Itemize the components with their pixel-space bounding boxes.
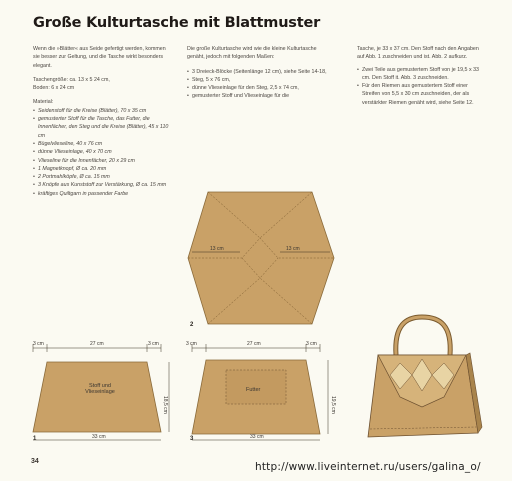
figure-number: 1 — [33, 436, 37, 442]
dim-label: 3 cm — [186, 341, 197, 347]
hexagon-pattern-figure — [186, 190, 336, 340]
list-item: • 3 Knöpfe aus Kunststoff zur Verstärkung, Ø ca. 15 mm — [33, 181, 171, 189]
trapezoid-figure-3 — [190, 340, 350, 450]
list-item: • Seidenstoff für die Kreise (Blätter), 70 x 35 cm — [33, 107, 171, 115]
dim-label: 18,5 cm — [162, 396, 168, 414]
dimension-list — [187, 68, 327, 101]
list-item: • 3 Dreieck-Blöcke (Seitenlänge 12 cm), siehe Seite 14-18, — [187, 68, 327, 76]
label-line: Vlieseinlage — [85, 389, 115, 395]
column-3 — [357, 45, 487, 107]
dim-label: 3 cm — [306, 341, 317, 347]
list-item: • 2 Portmahlköpfe, Ø ca. 15 mm — [33, 173, 171, 181]
intro-text: Tasche, je 33 x 37 cm. Den Stoff nach den Angaben auf Abb. 1 zuschneiden und ist. Abb. 2 aufkurz. — [357, 46, 479, 61]
bag-illustration — [360, 315, 485, 450]
figure-number: 2 — [190, 322, 194, 328]
size-line: Taschengröße: ca. 13 x 5 24 cm, — [33, 76, 110, 83]
material-list — [33, 107, 171, 198]
figure-number: 3 — [190, 436, 194, 442]
column-2 — [187, 45, 327, 101]
list-item: • kräftiges Quiltgarn in passender Farbe — [33, 190, 171, 198]
dim-label: 33 cm — [250, 434, 264, 440]
trapezoid-figure-1 — [33, 340, 193, 450]
list-item: • dünne Vlieseinlage für den Steg, 2,5 x 74 cm, — [187, 84, 327, 92]
intro-text: Wenn die »Blätter« aus Seide gefertigt werden, kommen sie besser zur Geltung, und die Tasche wirkt besonders elegant. — [33, 46, 166, 69]
list-item: • 1 Magnetknopf, Ø ca. 20 mm — [33, 165, 171, 173]
size-info — [33, 76, 171, 93]
list-item: • Zwei Teile aus gemustertem Stoff von je 19,5 x 33 cm. Den Stoff it. Abb. 3 zuschneiden. — [357, 66, 487, 83]
material-heading: Material: — [33, 99, 54, 106]
label-line: Stoff und — [89, 383, 111, 389]
list-item: • Für den Riemen aus gemustertem Stoff einer Streifen von 5,5 x 30 cm zuschneiden, der als verstärkter Riemen genäht wird, siehe Seite 12. — [357, 82, 487, 107]
dim-label: 3 cm — [148, 341, 159, 347]
list-item: • Steg, 5 x 76 cm, — [187, 76, 327, 84]
page-title: Große Kulturtasche mit Blattmuster — [33, 15, 321, 31]
dim-label: 3 cm — [33, 341, 44, 347]
list-item: • Vlieseline für die Innenfächer, 20 x 29 cm — [33, 157, 171, 165]
cutting-list — [357, 66, 487, 107]
lining-label: Futter — [246, 387, 261, 393]
dim-label: 27 cm — [90, 341, 104, 347]
intro-text: Die große Kulturtasche wird wie die kleine Kulturtasche genäht, jedoch mit folgenden Maßen: — [187, 46, 317, 61]
page-number: 34 — [31, 458, 39, 465]
dim-label: 33 cm — [92, 434, 106, 440]
list-item: • Bügelvlieseline, 40 x 76 cm — [33, 140, 171, 148]
list-item: • gemusterter Stoff und Vlieseinlage für die — [187, 92, 327, 100]
list-item: • dünne Vlieseinlage, 40 x 70 cm — [33, 148, 171, 156]
dim-label: 19,5 cm — [330, 396, 336, 414]
size-line: Boden: 6 x 24 cm — [33, 85, 75, 92]
dim-label: 27 cm — [247, 341, 261, 347]
fabric-piece — [33, 362, 161, 432]
watermark-url: http://www.liveinternet.ru/users/galina_o/ — [255, 461, 481, 473]
list-item: • gemusterter Stoff für die Tasche, das Futter, die Innenfächer, den Steg und die Kreise (Blätter), 45 x 110 cm — [33, 115, 171, 140]
dim-label: 13 cm — [210, 246, 224, 252]
fabric-label — [80, 383, 120, 395]
dim-label: 13 cm — [286, 246, 300, 252]
column-1 — [33, 45, 171, 198]
